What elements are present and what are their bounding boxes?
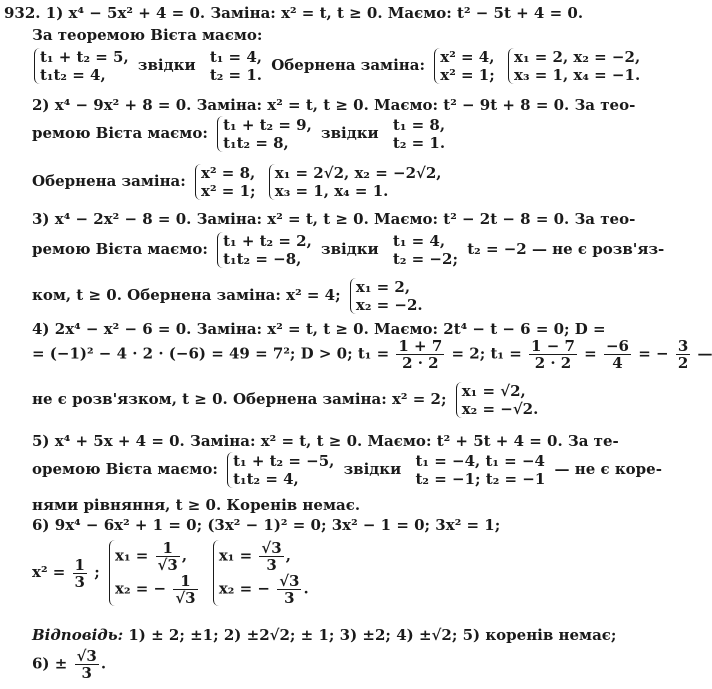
system-x-squared-2: x² = 8, x² = 1; [195, 164, 256, 200]
line-5: ремою Вієта маємо: t₁ + t₂ = 9, t₁t₂ = 8, звідки t₁ = 8, t₂ = 1. [32, 116, 446, 152]
system-roots-t-3: t₁ = 4, t₂ = −2; [392, 232, 458, 268]
line-11: = (−1)² − 4 · 2 · (−6) = 49 = 7²; D > 0; t₁ = $\frac{1 + 7}{2 \cdot 2}$ = 2; t₁ = $\frac{1 - 7}{2 \cdot 2}$ = $\frac{-6}{4}$ = − $\frac{3}{2}$ — [32, 337, 712, 372]
line-12: не є розв'язком, t ≥ 0. Обернена заміна: x² = 2; x₁ = √2, x₂ = −√2. [32, 382, 539, 418]
system-x-roots-2: x₁ = 2√2, x₂ = −2√2, x₃ = 1, x₄ = 1. [269, 164, 442, 200]
system-x-roots-4: x₁ = √2, x₂ = −√2. [456, 382, 539, 418]
system-x-squared: x² = 4, x² = 1; [434, 48, 495, 84]
system-x-roots-3: x₁ = 2, x₂ = −2. [350, 278, 423, 314]
line-8: ремою Вієта маємо: t₁ + t₂ = 2, t₁t₂ = −8, звідки t₁ = 4, t₂ = −2; t₂ = −2 — не є розв'яз- [32, 232, 665, 268]
system-vieta: t₁ + t₂ = 5, t₁t₂ = 4, [34, 48, 129, 84]
line-7: 3) x⁴ − 2x² − 8 = 0. Заміна: x² = t, t ≥ 0. Маємо: t² − 2t − 8 = 0. За тео- [32, 210, 636, 228]
fraction-neg6-4: $\frac{-6}{4}$ [605, 337, 629, 372]
line-13: 5) x⁴ + 5x + 4 = 0. Заміна: x² = t, t ≥ 0. Маємо: t² + 5t + 4 = 0. За те- [32, 432, 619, 450]
system-x-roots-6b: x₁ = $\frac{√3}{3}$ , x₂ = − $\frac{√3}{3}$ . [213, 540, 309, 606]
system-roots-t-5: t₁ = −4, t₁ = −4 t₂ = −1; t₂ = −1 [415, 452, 546, 488]
line-14: оремою Вієта маємо: t₁ + t₂ = −5, t₁t₂ = 4, звідки t₁ = −4, t₁ = −4 t₂ = −1; t₂ = −1 — не є коре- [32, 452, 662, 488]
system-x-roots: x₁ = 2, x₂ = −2, x₃ = 1, x₄ = −1. [508, 48, 640, 84]
system-x-roots-6a: x₁ = $\frac{1}{√3}$ , x₂ = − $\frac{1}{√3}$ [109, 540, 200, 606]
line-1: 932. 1) x⁴ − 5x² + 4 = 0. Заміна: x² = t, t ≥ 0. Маємо: t² − 5t + 4 = 0. [4, 4, 584, 22]
system-roots-t-2: t₁ = 8, t₂ = 1. [392, 116, 446, 152]
problem-number: 932. [4, 4, 41, 22]
answer-label: Відповідь: [32, 626, 124, 644]
answer-line: Відповідь: 1) ± 2; ±1; 2) ±2√2; ± 1; 3) ±2; 4) ±√2; 5) коренів немає; [32, 626, 617, 644]
system-roots-t: t₁ = 4, t₂ = 1. [209, 48, 262, 84]
line-4: 2) x⁴ − 9x² + 8 = 0. Заміна: x² = t, t ≥ 0. Маємо: t² − 9t + 8 = 0. За тео- [32, 96, 636, 114]
system-vieta-2: t₁ + t₂ = 9, t₁t₂ = 8, [217, 116, 312, 152]
line-3-systems: t₁ + t₂ = 5, t₁t₂ = 4, звідки t₁ = 4, t₂ = 1. Обернена заміна: x² = 4, x² = 1; x₁ = 2, x₂ = −2, x₃ = 1, x₄ = −1. [30, 48, 644, 84]
line-16: 6) 9x⁴ − 6x² + 1 = 0; (3x² − 1)² = 0; 3x² − 1 = 0; 3x² = 1; [32, 516, 501, 534]
line-9: ком, t ≥ 0. Обернена заміна: x² = 4; x₁ = 2, x₂ = −2. [32, 278, 423, 314]
line-2: За теоремою Вієта маємо: [32, 26, 263, 44]
answer-line-2: 6) ± $\frac{√3}{3}$ . [32, 647, 107, 682]
fraction-sqrt3-3: $\frac{√3}{3}$ [76, 647, 97, 682]
fraction-3-2: $\frac{3}{2}$ [677, 337, 689, 372]
fraction-one-third: $\frac{1}{3}$ [74, 555, 85, 591]
line-10: 4) 2x⁴ − x² − 6 = 0. Заміна: x² = t, t ≥ 0. Маємо: 2t⁴ − t − 6 = 0; D = [32, 320, 606, 338]
line-17: x² = $\frac{1}{3}$ ; x₁ = $\frac{1}{√3}$ , x₂ = − $\frac{1}{√3}$ x₁ = $\frac{√3}{3}$ , x₂ = − $\frac{√3}{3}$ . [32, 539, 309, 607]
fraction-t1-alt: $\frac{1 - 7}{2 \cdot 2}$ [531, 337, 575, 372]
system-vieta-5: t₁ + t₂ = −5, t₁t₂ = 4, [227, 452, 334, 488]
fraction-t1: $\frac{1 + 7}{2 \cdot 2}$ [398, 337, 443, 372]
line-15: нями рівняння, t ≥ 0. Коренів немає. [32, 496, 361, 514]
system-vieta-3: t₁ + t₂ = 2, t₁t₂ = −8, [217, 232, 312, 268]
line-6: Обернена заміна: x² = 8, x² = 1; x₁ = 2√2, x₂ = −2√2, x₃ = 1, x₄ = 1. [32, 164, 442, 200]
